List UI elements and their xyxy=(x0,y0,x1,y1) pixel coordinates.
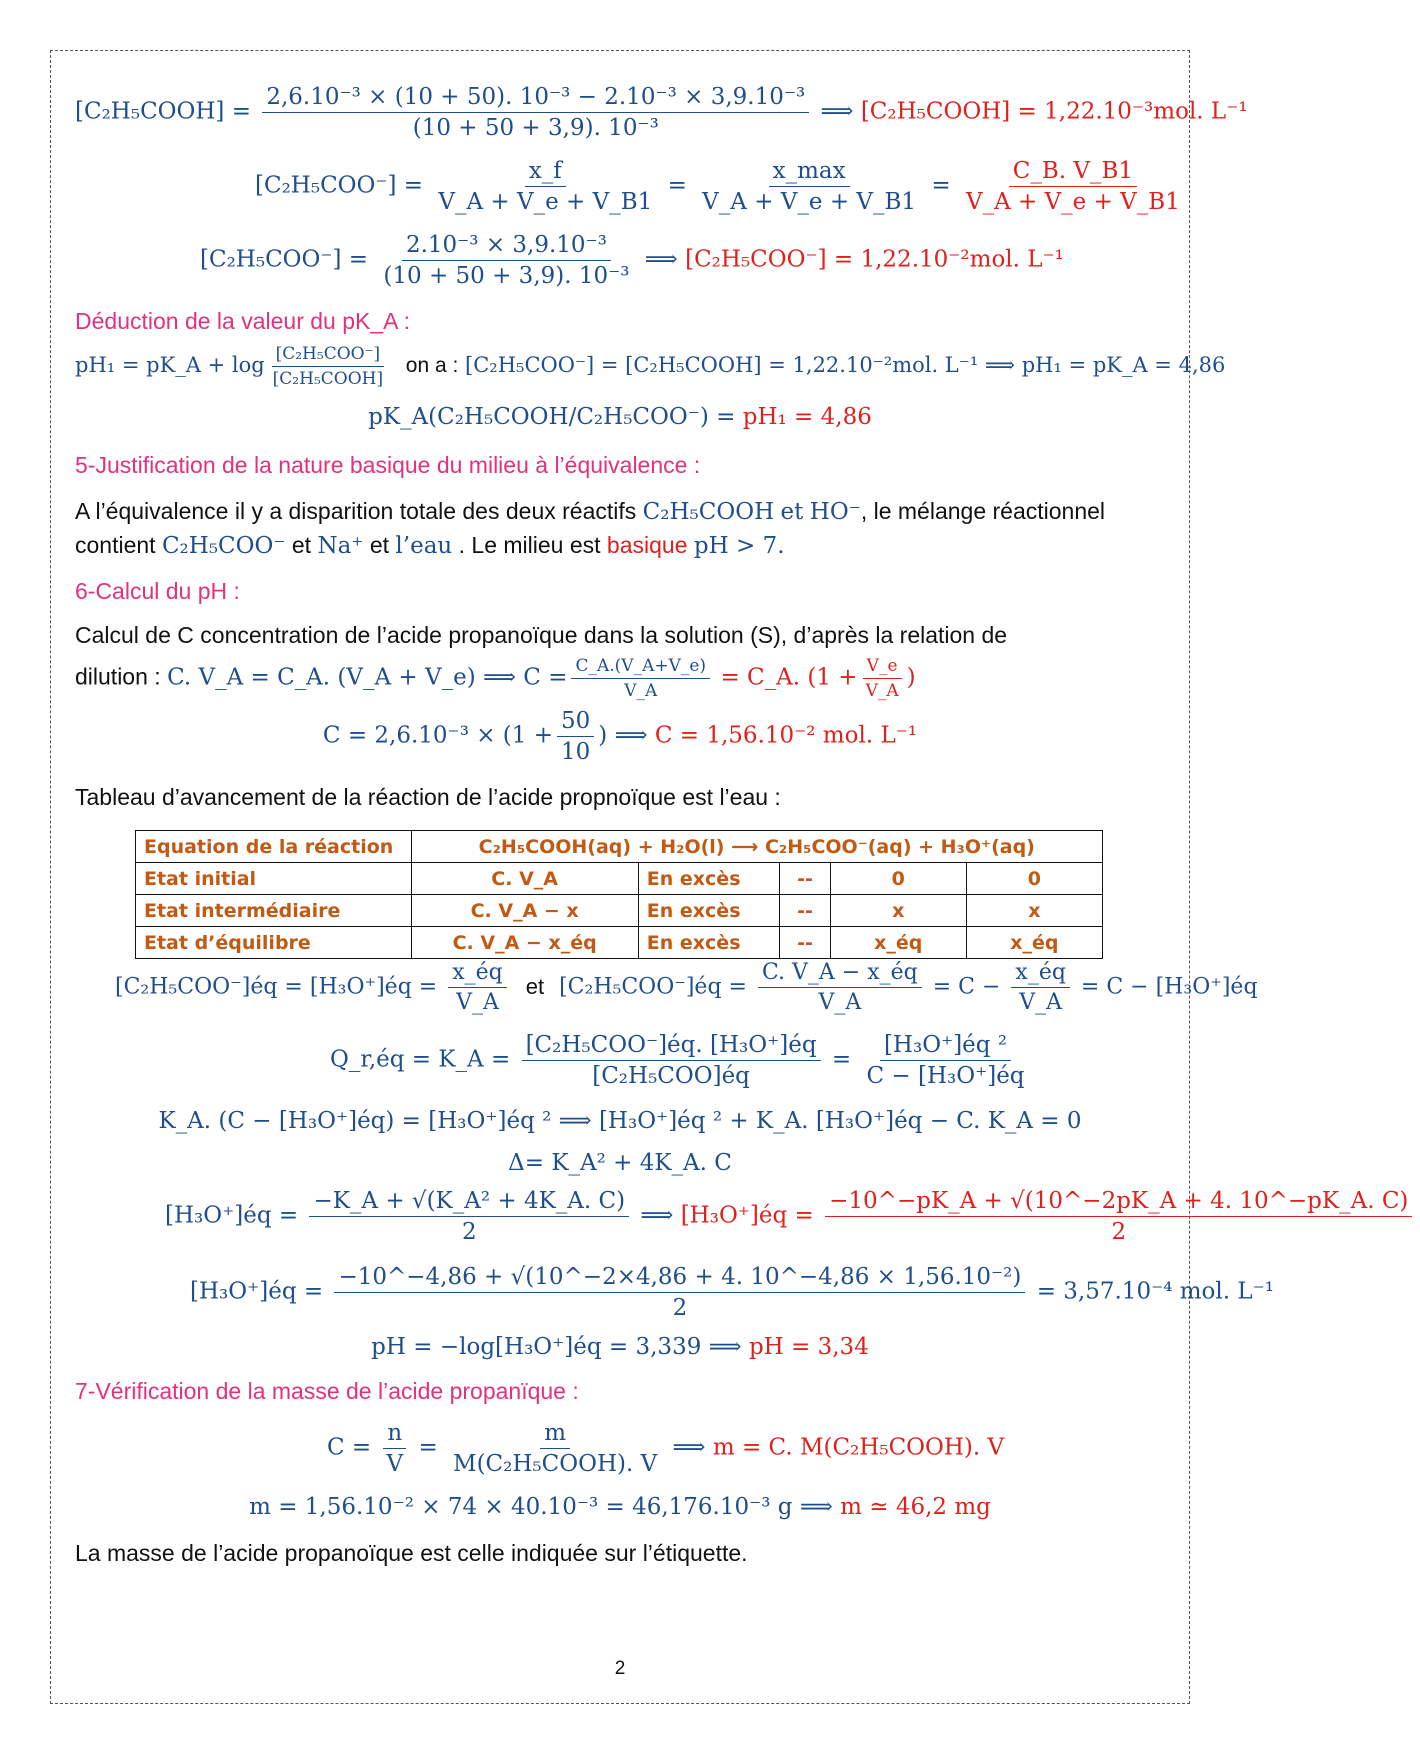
eq-ph-result: pH = −log[H₃O⁺]éq = 3,339 ⟹ pH = 3,34 xyxy=(371,1334,869,1360)
heading-section-5: 5-Justification de la nature basique du milieu à l’équivalence : xyxy=(75,452,701,478)
table-cell: Equation de la réaction xyxy=(136,831,412,863)
advancement-table xyxy=(135,830,1103,959)
paragraph-dilution-line1: Calcul de C concentration de l’acide propanoïque dans la solution (S), d’après la relation de xyxy=(75,622,1008,648)
result-c: C = 1,56.10⁻² mol. L⁻¹ xyxy=(654,722,918,749)
eq-pka-result: pK_A(C₂H₅COOH/C₂H₅COO⁻) = pH₁ = 4,86 xyxy=(368,404,872,430)
eq-acid-concentration: [C₂H₅COOH] = $\frac{\text{2,6.10⁻³ × (10 + 50). 10⁻³ − 2.10⁻³ × 3,9.10⁻³}}{\text{(10 + 50 + 3,9). 10⁻³}}$ ⟹ [C₂H₅COOH] = 1,22.10⁻³mol. L⁻¹ xyxy=(75,84,1248,141)
paragraph-equivalence-line1: A l’équivalence il y a disparition totale des deux réactifs C₂H₅COOH et HO⁻, le mélange réactionnel xyxy=(75,498,1106,525)
eq-delta: Δ= K_A² + 4K_A. C xyxy=(508,1150,732,1176)
fraction-denominator: (10 + 50 + 3,9). 10⁻³ xyxy=(412,115,659,141)
paragraph-table-intro: Tableau d’avancement de la réaction de l’acide propnoïque est l’eau : xyxy=(75,784,781,810)
paragraph-equivalence-line2: contient C₂H₅COO⁻ et Na⁺ et l’eau . Le milieu est basique pH > 7. xyxy=(75,532,785,559)
eq-h3o-numeric: [H₃O⁺]éq = $\frac{\text{−10\textasciicircum{}−4,86 + √(10\textasciicircum{}−2×4,86 + 4. 10\textasciicircum{}−4,86 × 1,56.10⁻²)}}{2}$ = 3,57.10⁻⁴ mol. L⁻¹ xyxy=(190,1264,1275,1321)
eq-c-value: C = 2,6.10⁻³ × (1 + $\frac{50}{10}$ ) ⟹ C = 1,56.10⁻² mol. L⁻¹ xyxy=(322,708,918,765)
fraction-numerator: 2,6.10⁻³ × (10 + 50). 10⁻³ − 2.10⁻³ × 3,9.10⁻³ xyxy=(262,84,809,113)
eq-qr-ka: Q_r,éq = K_A = $\frac{\text{[C₂H₅COO⁻]éq. [H₃O⁺]éq}}{\text{[C₂H₅COO]éq}}$ = $\frac{\text{[H₃O⁺]éq ²}}{\text{C − [H₃O⁺]éq}}$ xyxy=(330,1032,1025,1089)
eq-equilibrium-concentrations: [C₂H₅COO⁻]éq = [H₃O⁺]éq = $\frac{x\_éq}{V\_A}$ et [C₂H₅COO⁻]éq = $\frac{C. V\_A - x\_éq}{V\_A}$ = C − $\frac{x\_éq}{V\_A}$ = C − [H₃O⁺]éq xyxy=(115,960,1258,1015)
table-row: Etat intermédiaire C. V_A − x En excès -- x x xyxy=(136,895,1103,927)
paragraph-dilution-line2: dilution : C. V_A = C_A. (V_A + V_e) ⟹ C = $\frac{C\_A.(V\_A+V\_e)}{V\_A}$ = C_A. (1 + $\frac{V\_e}{V\_A}$ ) xyxy=(75,656,916,701)
result-acid-concentration: [C₂H₅COOH] = 1,22.10⁻³mol. L⁻¹ xyxy=(860,98,1248,125)
eq-base-concentration-value: [C₂H₅COO⁻] = $\frac{\text{2.10⁻³ × 3,9.10⁻³}}{\text{(10 + 50 + 3,9). 10⁻³}}$ ⟹ [C₂H₅COO⁻] = 1,22.10⁻²mol. L⁻¹ xyxy=(200,232,1064,289)
table-header-row xyxy=(136,831,1103,863)
page-number: 2 xyxy=(614,1658,626,1679)
eq-mass-formula: C = $\frac{n}{V}$ = $\frac{m}{\text{M(C₂H₅COOH). V}}$ ⟹ m = C. M(C₂H₅COOH). V xyxy=(327,1420,1005,1477)
result-base-concentration: [C₂H₅COO⁻] = 1,22.10⁻²mol. L⁻¹ xyxy=(685,246,1064,273)
table-row: Etat d’équilibre C. V_A − x_éq En excès -- x_éq x_éq xyxy=(136,927,1103,959)
heading-pka: Déduction de la valeur du pK_A : xyxy=(75,308,411,334)
paragraph-conclusion: La masse de l’acide propanoïque est celle indiquée sur l’étiquette. xyxy=(75,1540,748,1566)
eq-base-concentration-formula: [C₂H₅COO⁻] = $\frac{x\_f}{V\_A + V\_e + V\_B1}$ = $\frac{x\_\max}{V\_A + V\_e + V\_B1}$ = $\frac{C\_B. V\_B1}{V\_A + V\_e + V\_B1}$ xyxy=(255,158,1180,215)
table-row: Etat initial C. V_A En excès -- 0 0 xyxy=(136,863,1103,895)
heading-section-6: 6-Calcul du pH : xyxy=(75,578,240,604)
heading-section-7: 7-Vérification de la masse de l’acide propanïque : xyxy=(75,1378,579,1404)
result-ph: pH = 3,34 xyxy=(748,1334,869,1360)
eq-mass-value: m = 1,56.10⁻² × 74 × 40.10⁻³ = 46,176.10⁻³ g ⟹ m ≃ 46,2 mg xyxy=(249,1494,991,1520)
result-mass: m ≃ 46,2 mg xyxy=(840,1494,991,1520)
eq-ph1: pH₁ = pK_A + log $\frac{\text{[C₂H₅COO⁻]}}{\text{[C₂H₅COOH]}}$ on a : [C₂H₅COO⁻] = [C₂H₅COOH] = 1,22.10⁻²mol. L⁻¹ ⟹ pH₁ = pK_A = 4,86 xyxy=(75,344,1226,389)
eq-h3o-solution: [H₃O⁺]éq = $\frac{\text{−K\_A + √(K\_A² + 4K\_A. C)}}{2}$ ⟹ [H₃O⁺]éq = $\frac{-10\^{}-pK\_A + √(10\^{}-2pK\_A + 4. 10\^{}-pK\_A. C)}{2}$ xyxy=(165,1188,1255,1245)
eq-lhs: [C₂H₅COOH] = xyxy=(75,98,251,125)
eq-quadratic: K_A. (C − [H₃O⁺]éq) = [H₃O⁺]éq ² ⟹ [H₃O⁺]éq ² + K_A. [H₃O⁺]éq − C. K_A = 0 xyxy=(158,1108,1082,1134)
table-cell-equation: C₂H₅COOH(aq) + H₂O(l) ⟶ C₂H₅COO⁻(aq) + H₃O⁺(aq) xyxy=(411,831,1102,863)
